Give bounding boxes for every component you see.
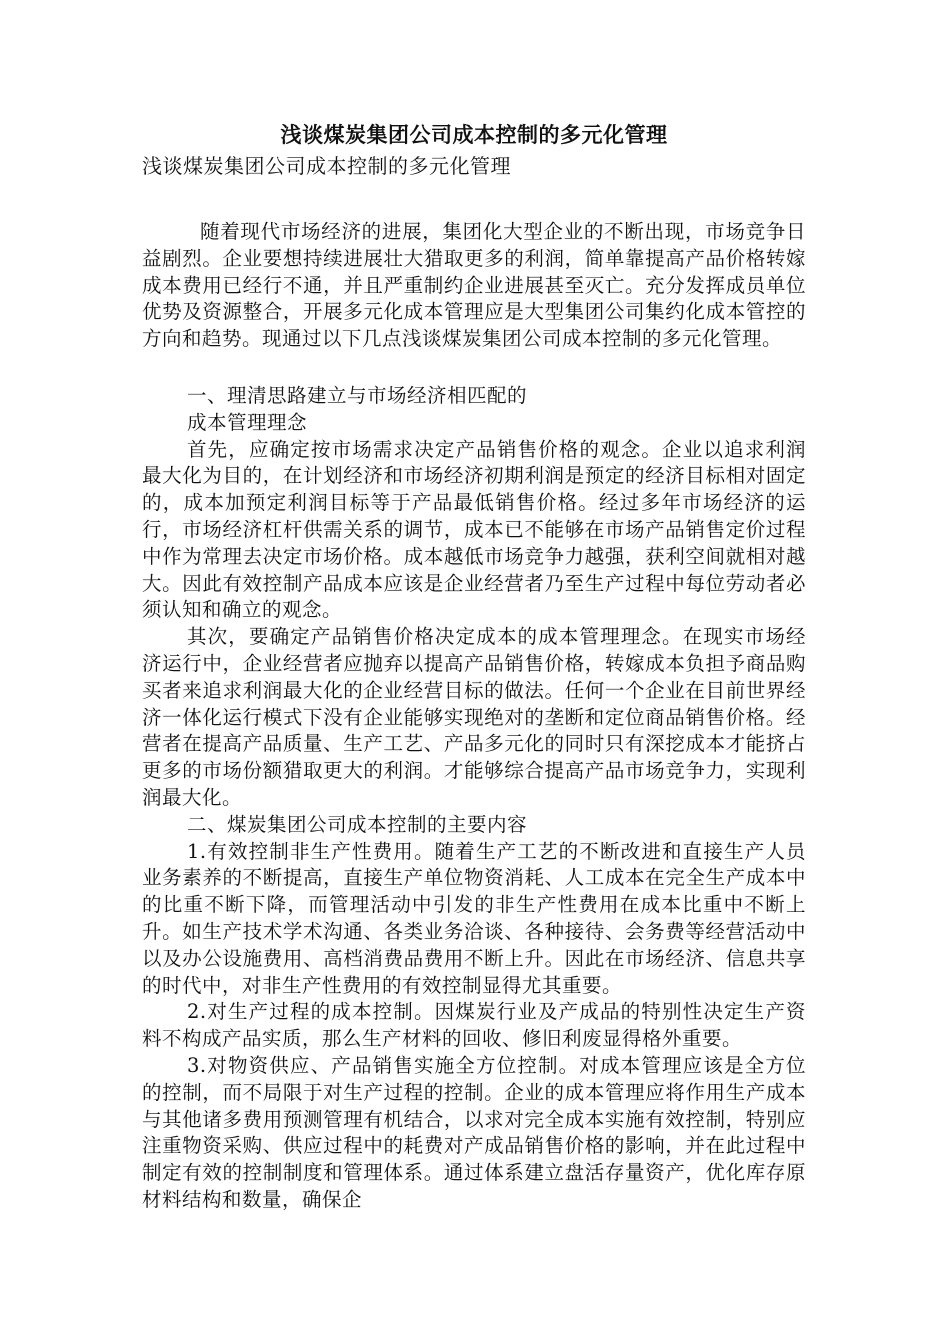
intro-paragraph: 随着现代市场经济的进展，集团化大型企业的不断出现，市场竞争日益剧烈。企业要想持续进展壮大猎取更多的利润，简单靠提高产品价格转嫁成本费用已经行不通，并且严重制约企业进展甚至灭亡。充分发挥成员单位优势及资源整合，开展多元化成本管理应是大型集团公司集约化成本管控的方向和趋势。现通过以下几点浅谈煤炭集团公司成本控制的多元化管理。 xyxy=(142,220,806,351)
list-item-2: 2.对生产过程的成本控制。因煤炭行业及产成品的特别性决定生产资料不构成产品实质，那么生产材料的回收、修旧利废显得格外重要。 xyxy=(142,1000,806,1051)
list-item-1: 1.有效控制非生产性费用。随着生产工艺的不断改进和直接生产人员业务素养的不断提高，直接生产单位物资消耗、人工成本在完全生产成本中的比重不断下降，而管理活动中引发的非生产性费用在成本比重中不断上升。如生产技术学术沟通、各类业务洽谈、各种接待、会务费等经营活动中以及办公设施费用、高档消费品费用不断上升。因此在市场经济、信息共享的时代中，对非生产性费用的有效控制显得尤其重要。 xyxy=(142,839,806,997)
section-1-heading-line-1: 一、理清思路建立与市场经济相匹配的 xyxy=(187,383,528,407)
document-page xyxy=(142,119,806,1214)
document-subtitle: 浅谈煤炭集团公司成本控制的多元化管理 xyxy=(142,154,511,178)
paragraph-first-concept: 首先，应确定按市场需求决定产品销售价格的观念。企业以追求利润最大化为目的，在计划经济和市场经济初期利润是预定的经济目标相对固定的，成本加预定利润目标等于产品最低销售价格。经过多年市场经济的运行，市场经济杠杆供需关系的调节，成本已不能够在市场产品销售定价过程中作为常理去决定市场价格。成本越低市场竞争力越强，获利空间就相对越大。因此有效控制产品成本应该是企业经营者乃至生产过程中每位劳动者必须认知和确立的观念。 xyxy=(142,437,806,622)
blank-line xyxy=(142,181,806,219)
section-1-heading-line-2: 成本管理理念 xyxy=(187,410,308,434)
list-item-3: 3.对物资供应、产品销售实施全方位控制。对成本管理应该是全方位的控制，而不局限于对生产过程的控制。企业的成本管理应将作用生产成本与其他诸多费用预测管理有机结合，以求对完全成本实施有效控制，特别应注重物资采购、供应过程中的耗费对产成品销售价格的影响，并在此过程中制定有效的控制制度和管理体系。通过体系建立盘活存量资产，优化库存原材料结构和数量，确保企 xyxy=(142,1053,806,1211)
section-2-heading: 二、煤炭集团公司成本控制的主要内容 xyxy=(187,812,528,836)
blank-line xyxy=(142,353,806,383)
paragraph-second-concept: 其次，要确定产品销售价格决定成本的成本管理理念。在现实市场经济运行中，企业经营者应抛弃以提高产品销售价格，转嫁成本负担予商品购买者来追求利润最大化的企业经营目标的做法。任何一个企业在目前世界经济一体化运行模式下没有企业能够实现绝对的垄断和定位商品销售价格。经营者在提高产品质量、生产工艺、产品多元化的同时只有深挖成本才能挤占更多的市场份额猎取更大的利润。才能够综合提高产品市场竞争力，实现利润最大化。 xyxy=(142,625,806,809)
document-title: 浅谈煤炭集团公司成本控制的多元化管理 xyxy=(280,122,668,147)
